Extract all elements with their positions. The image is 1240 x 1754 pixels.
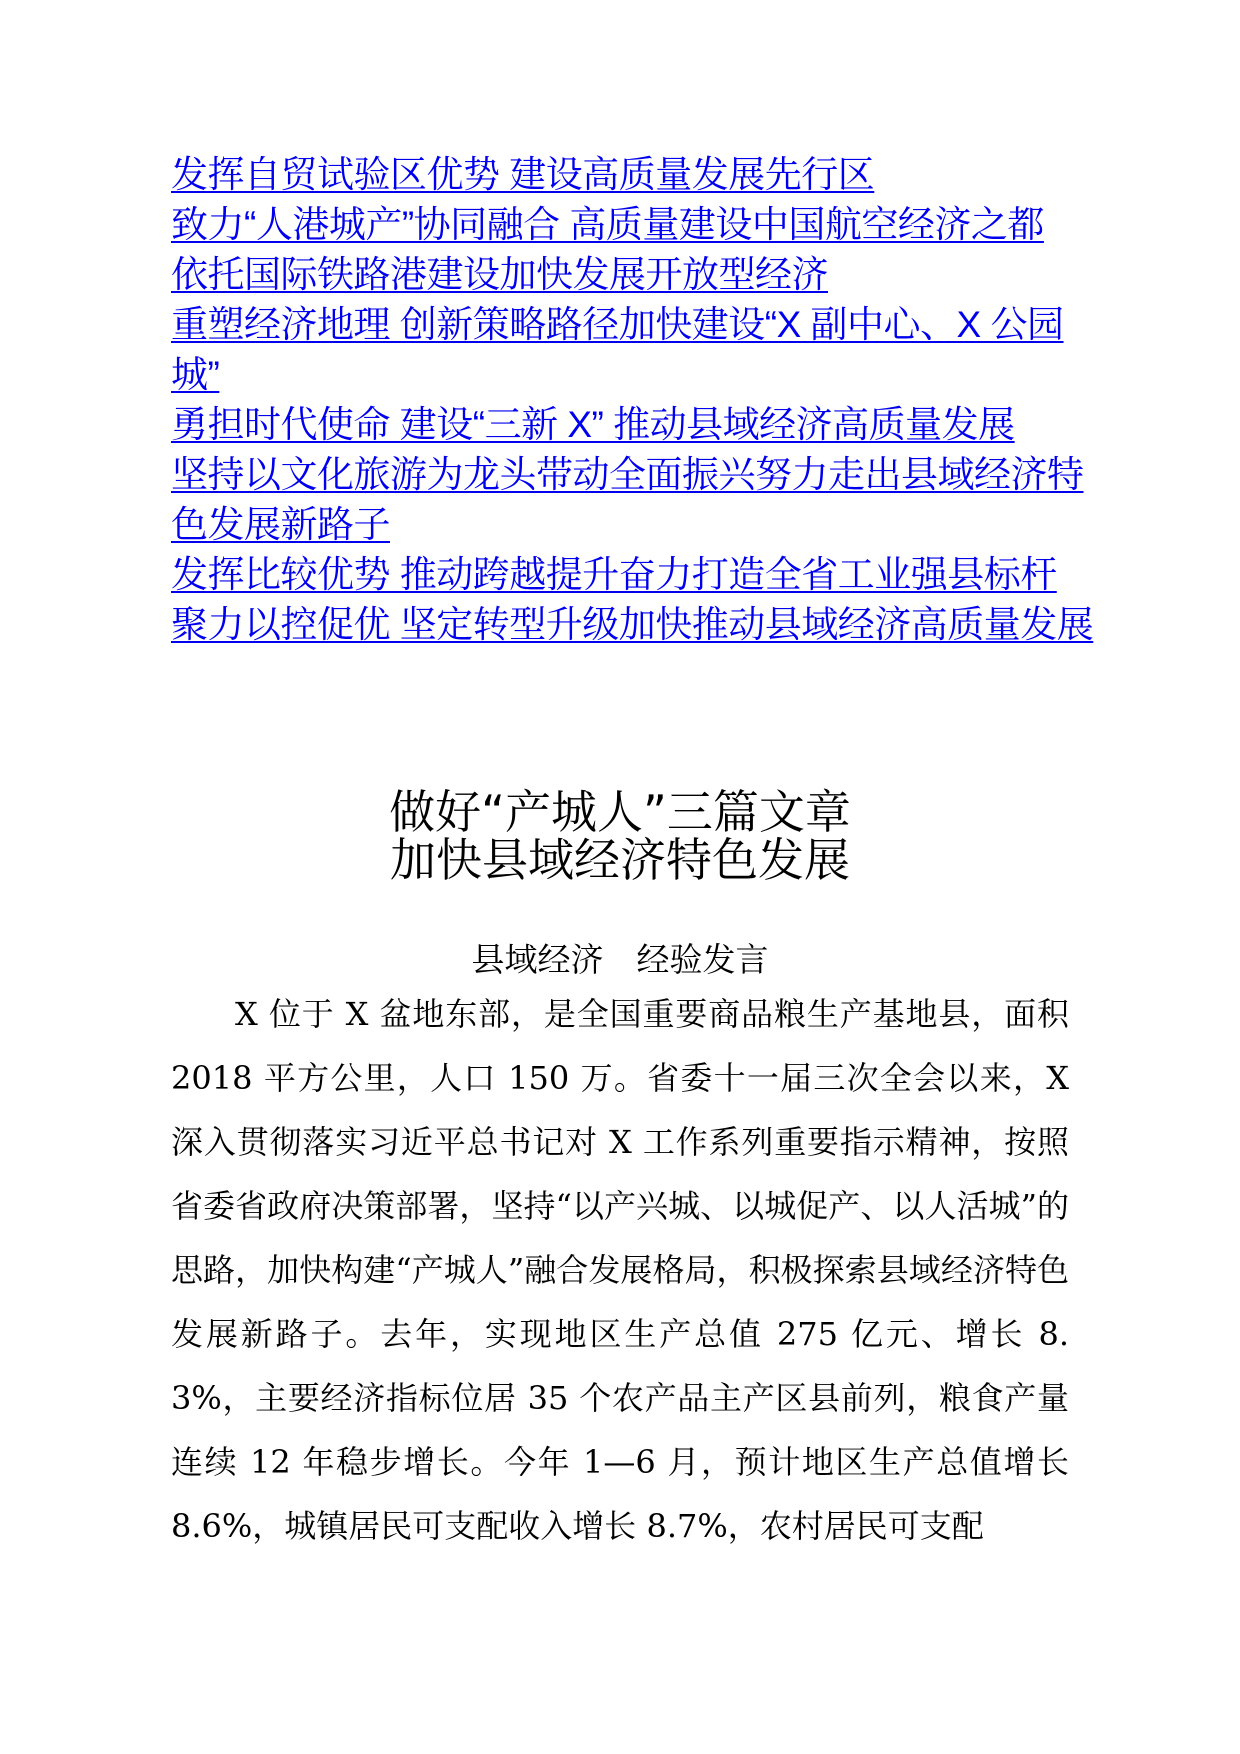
related-article-link[interactable]: 勇担时代使命 建设“三新 X” 推动县域经济高质量发展 — [171, 404, 1015, 445]
related-article-link[interactable]: 发挥比较优势 推动跨越提升奋力打造全省工业强县标杆 — [171, 554, 1057, 595]
list-item — [171, 450, 1101, 550]
related-article-link[interactable]: 坚持以文化旅游为龙头带动全面振兴努力走出县域经济特色发展新路子 — [171, 454, 1084, 545]
list-item — [171, 600, 1101, 650]
related-article-link[interactable]: 依托国际铁路港建设加快发展开放型经济 — [171, 254, 828, 295]
article-body-paragraph: X 位于 X 盆地东部，是全国重要商品粮生产基地县，面积 2018 平方公里，人口 150 万。省委十一届三次全会以来，X 深入贯彻落实习近平总书记对 X 工作系列重要指示精神，按照省委省政府决策部署，坚持“以产兴城、以城促产、以人活城”的思路，加快构建“产城人”融合发展格局，积极探索县域经济特色发展新路子。去年，实现地区生产总值 275 亿元、增长 8.3%，主要经济指标位居 35 个农产品主产区县前列，粮食产量连续 12 年稳步增长。今年 1—6 月，预计地区生产总值增长 8.6%，城镇居民可支配收入增长 8.7%，农村居民可支配 — [171, 995, 1069, 1545]
related-article-link[interactable]: 致力“人港城产”协同融合 高质量建设中国航空经济之都 — [171, 204, 1044, 245]
list-item — [171, 300, 1101, 400]
related-article-link[interactable]: 重塑经济地理 创新策略路径加快建设“X 副中心、X 公园城” — [171, 304, 1064, 395]
list-item — [171, 550, 1101, 600]
article-subtitle: 县域经济 经验发言 — [471, 940, 769, 979]
list-item — [171, 200, 1101, 250]
related-articles-list — [171, 150, 1101, 650]
list-item — [171, 250, 1101, 300]
list-item — [171, 150, 1101, 200]
list-item — [171, 400, 1101, 450]
related-article-link[interactable]: 发挥自贸试验区优势 建设高质量发展先行区 — [171, 154, 875, 195]
article-title: 做好“产城人”三篇文章加快县域经济特色发展 — [389, 785, 851, 887]
related-article-link[interactable]: 聚力以控促优 坚定转型升级加快推动县域经济高质量发展 — [171, 604, 1094, 645]
